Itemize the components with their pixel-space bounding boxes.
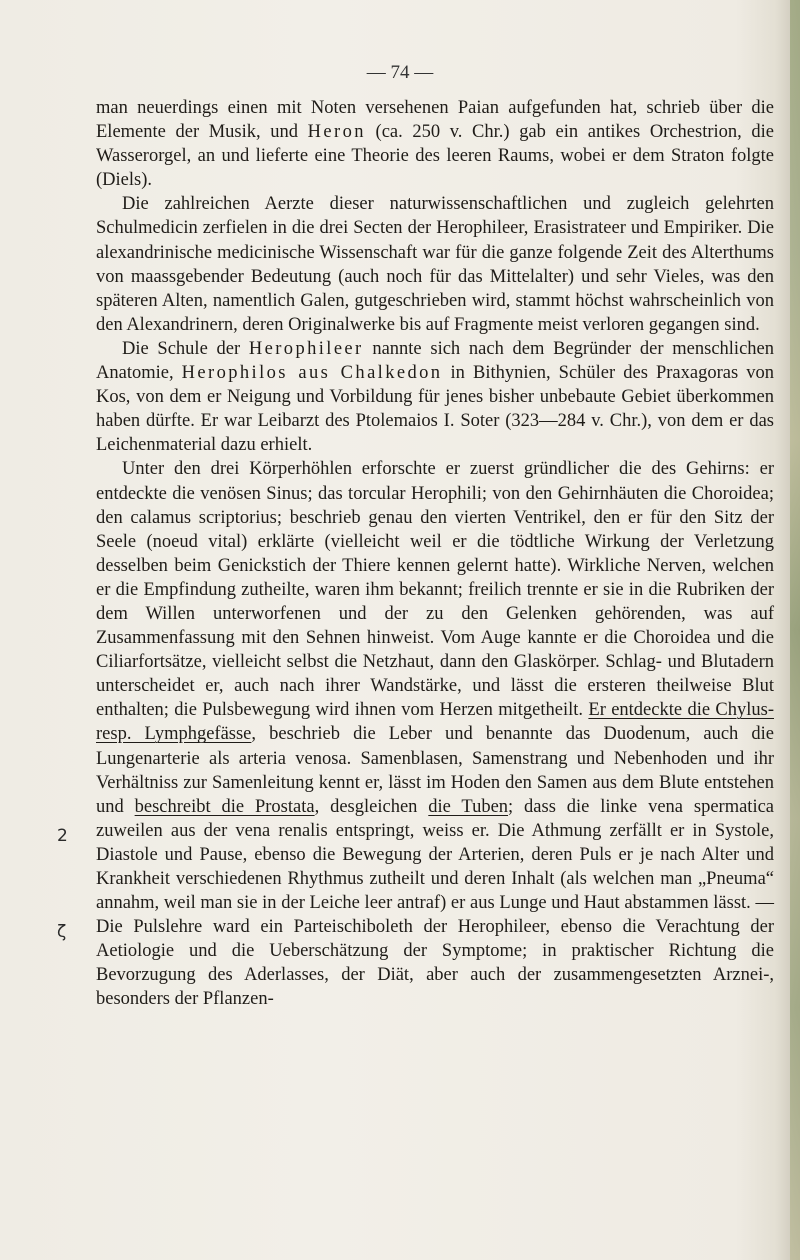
text-run: , desgleichen bbox=[314, 796, 429, 817]
spaced-name: Herophilos aus Chalkedon bbox=[181, 363, 443, 384]
text-run: Die Schule der bbox=[122, 338, 249, 359]
spaced-name: Heron bbox=[307, 122, 366, 143]
margin-mark-2: 2 bbox=[57, 826, 68, 846]
underlined-text: Er entdeckte die Chylus- resp. Lymphgefässe bbox=[96, 700, 774, 745]
paragraph bbox=[96, 192, 774, 337]
text-run: , beschrieb die Leber und benannte das Duodenum, auch die Lungenarterie als arteria venosa. Samenblasen, Samenstrang und Nebenhoden und ihr Verhältniss zur Samenleitung kennt er, lässt im Hoden den Samen aus dem Blute entstehen und bbox=[96, 724, 774, 817]
text-run: Unter den drei Körperhöhlen erforschte er zuerst gründlicher die des Gehirns: er entdeckte die venösen Sinus; das torcular Herophili; von den Gehirnhäuten die Choroidea; den calamus scriptorius; beschrieb genau den vierten Ventrikel, den er für den Sitz der Seele (noeud vital) erklärte (vielleicht weil er die tödtliche Wirkung der Verletzung desselben beim Genickstich der Thiere kennen gelernt hatte). Wirkliche Nerven, welchen er die Empfindung zutheilte, waren ihm bekannt; freilich trennte er sie in die Rubriken der dem Willen unterworfenen und der zu den Gelenken gehörenden, was auf Zusammenfassung mit den Sehnen hinweist. Vom Auge kannte er die Choroidea und die Ciliarfortsätze, vielleicht selbst die Netzhaut, dann den Glaskörper. Schlag- und Blutadern unterscheidet er, auch nach ihrer Wandstärke, und lässt die ersteren theilweise Blut enthalten; die Pulsbewegung wird ihnen vom Herzen mitgetheilt. bbox=[96, 459, 774, 721]
paragraph bbox=[96, 96, 774, 192]
paragraph bbox=[96, 457, 774, 1011]
text-run: (ca. 250 v. Chr.) gab ein antikes Orchestrion, die Wasserorgel, an und lieferte eine Theorie des leeren Raums, wobei er dem Straton folgte (Diels). bbox=[96, 122, 775, 191]
text-run: ; dass die linke vena spermatica zuweilen aus der vena renalis entspringt, weiss er. Die Athmung zerfällt er in Systole, Diastole und Pause, ebenso die Bewegung der Arterien, deren Puls er je nach Alter und Krankheit verschiedenen Rhythmus zutheilt und deren Inhalt (als welchen man „Pneuma“ annahm, weil man sie in der Leiche leer antraf) er aus Lunge und Haut abstammen lässt. — Die Pulslehre ward ein Parteischiboleth der Herophileer, ebenso die Verachtung der Aetiologie und die Ueberschätzung der Symptome; in praktischer Richtung die Bevorzugung des Aderlasses, der Diät, aber auch der zusammengesetzten Arznei-, besonders der Pflanzen- bbox=[96, 796, 775, 1010]
text-run: man neuerdings einen mit Noten versehenen Paian aufgefunden hat, schrieb über die Elemente der Musik, und bbox=[96, 98, 774, 143]
text-run: nannte sich nach dem Begründer der menschlichen Anatomie, bbox=[96, 338, 774, 384]
body-text bbox=[96, 96, 774, 1012]
page-number: — 74 — bbox=[366, 62, 434, 83]
margin-mark-zeta: ζ bbox=[57, 922, 67, 942]
underlined-text: beschreibt die Prostata bbox=[134, 796, 315, 817]
page-edge-stain bbox=[790, 0, 800, 1260]
spaced-name: Herophileer bbox=[248, 338, 364, 359]
text-run: Die zahlreichen Aerzte dieser naturwissenschaftlichen und zugleich gelehrten Schulmedicin zerfielen in die drei Secten der Herophileer, Erasistrateer und Empiriker. Die alexandrinische medicinische Wissenschaft war für die ganze folgende Zeit des Alterthums von maassgebender Bedeutung (auch noch für das Mittelalter) und sehr Vieles, was den späteren Alten, namentlich Galen, gutgeschrieben wird, stammt höchst wahrscheinlich von den Alexandrinern, deren Originalwerke bis auf Fragmente meist verloren gegangen sind. bbox=[96, 194, 774, 335]
paragraph bbox=[96, 337, 774, 457]
text-run: in Bithynien, Schüler des Praxagoras von Kos, von dem er Neigung und Vorbildung für jenes bisher unbebaute Gebiet überkommen haben dürfte. Er war Leibarzt des Ptolemaios I. Soter (323—284 v. Chr.), von dem er das Leichenmaterial dazu erhielt. bbox=[96, 363, 774, 456]
underlined-text: die Tuben bbox=[428, 796, 509, 817]
